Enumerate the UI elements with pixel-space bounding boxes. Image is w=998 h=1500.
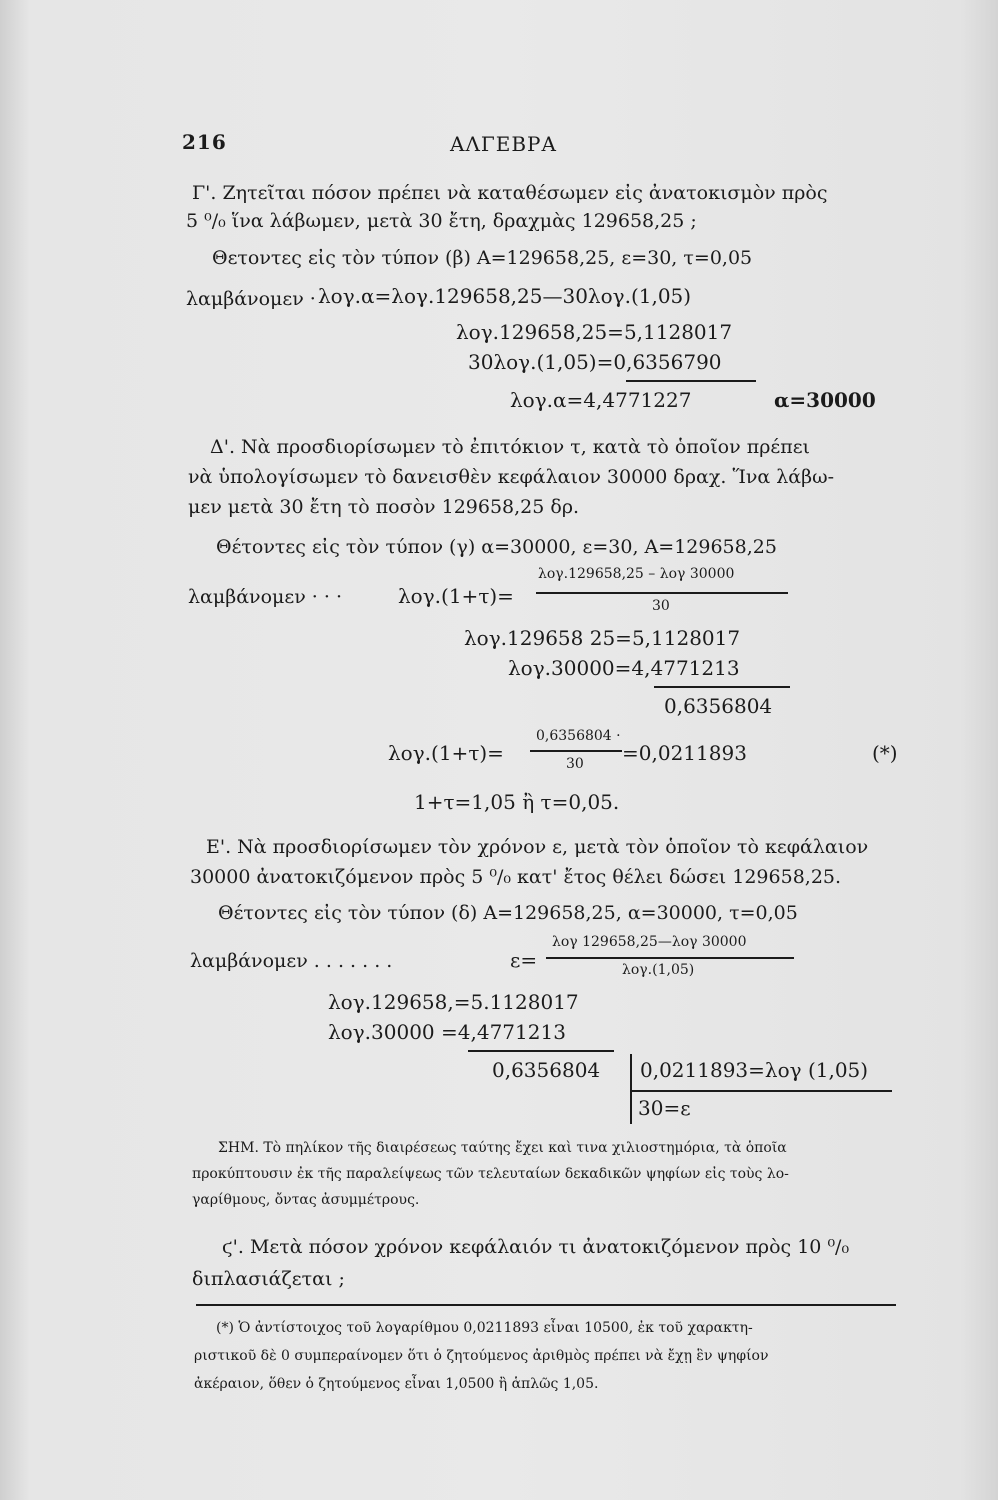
equation-g2: λογ.129658,25=5,1128017 — [456, 320, 733, 344]
label-lambanomen: λαμβάνομεν · — [186, 288, 316, 310]
equation-e2: λογ.129658,=5.1128017 — [328, 990, 579, 1014]
problem-st-line1: ϛ'. Μετὰ πόσον χρόνον κεφάλαιόν τι ἀνατοκιζόμενον πρὸς 10 ⁰/₀ — [222, 1236, 850, 1258]
equation-d5-lhs: λογ.(1+τ)= — [388, 741, 504, 765]
equation-d5-numerator: 0,6356804 · — [536, 728, 621, 744]
equation-g3: 30λογ.(1,05)=0,6356790 — [468, 350, 722, 374]
fraction-bar-3 — [546, 957, 794, 959]
problem-d-setup: Θέτοντες εἰς τὸν τύπον (γ) α=30000, ε=30, Α=129658,25 — [216, 536, 777, 558]
result-g: α=30000 — [774, 388, 876, 412]
fraction-bar-2 — [530, 750, 622, 752]
problem-g-setup: Θετοντες εἰς τὸν τύπον (β) Α=129658,25, ε=30, τ=0,05 — [212, 247, 753, 269]
difference-rule — [654, 686, 790, 688]
result-d: 1+τ=1,05 ἢ τ=0,05. — [414, 790, 620, 814]
remark-line3: γαρίθμους, ὄντας ἀσυμμέτρους. — [192, 1192, 420, 1208]
problem-g-line2: 5 ⁰/₀ ἵνα λάβωμεν, μετὰ 30 ἔτη, δραχμὰς 129658,25 ; — [186, 210, 697, 232]
difference-rule-2 — [468, 1050, 614, 1052]
equation-e1-denominator: λογ.(1,05) — [622, 962, 695, 978]
footnote-separator — [196, 1304, 896, 1306]
equation-d3: λογ.30000=4,4771213 — [508, 656, 740, 680]
equation-g4: λογ.α=4,4771227 — [510, 388, 692, 412]
running-title: ΑΛΓΕΒΡΑ — [450, 132, 557, 156]
division-rule — [630, 1090, 892, 1092]
footnote-line3: ἀκέραιον, ὅθεν ὁ ζητούμενος εἶναι 1,0500 ἢ ἁπλῶς 1,05. — [194, 1376, 599, 1392]
page-number: 216 — [182, 130, 227, 154]
footnote-line2: ριστικοῦ δὲ 0 συμπεραίνομεν ὅτι ὁ ζητούμενος ἀριθμὸς πρέπει νὰ ἔχῃ ἓν ψηφίον — [194, 1348, 769, 1364]
equation-e1-lhs: ε= — [510, 948, 538, 972]
problem-e-line1: Ε'. Νὰ προσδιορίσωμεν τὸν χρόνον ε, μετὰ τὸν ὁποῖον τὸ κεφάλαιον — [206, 836, 869, 858]
equation-d1-numerator: λογ.129658,25 – λογ 30000 — [538, 566, 735, 582]
equation-d5-denominator: 30 — [566, 756, 584, 772]
problem-st-line2: διπλασιάζεται ; — [192, 1268, 345, 1290]
equation-e4: 0,6356804 — [492, 1058, 601, 1082]
label-lambanomen-3: λαμβάνομεν . . . . . . . — [190, 950, 393, 972]
division-quotient: 30=ε — [638, 1096, 691, 1120]
problem-g-line1: Γ'. Ζητεῖται πόσον πρέπει νὰ καταθέσωμεν εἰς ἀνατοκισμὸν πρὸς — [192, 182, 828, 204]
remark-line1: ΣΗΜ. Τὸ πηλίκον τῆς διαιρέσεως ταύτης ἔχει καὶ τινα χιλιοστημόρια, τὰ ὁποῖα — [218, 1140, 787, 1156]
problem-e-setup: Θέτοντες εἰς τὸν τύπον (δ) Α=129658,25, α=30000, τ=0,05 — [218, 902, 798, 924]
equation-d1-lhs: λογ.(1+τ)= — [398, 584, 514, 608]
problem-e-line2: 30000 ἀνατοκιζόμενον πρὸς 5 ⁰/₀ κατ' ἔτος θέλει δώσει 129658,25. — [190, 866, 842, 888]
sum-rule — [626, 380, 756, 382]
equation-e1-numerator: λογ 129658,25—λογ 30000 — [552, 934, 747, 950]
problem-d-line3: μεν μετὰ 30 ἔτη τὸ ποσὸν 129658,25 δρ. — [188, 496, 580, 518]
footnote-line1: (*) Ὁ ἀντίστοιχος τοῦ λογαρίθμου 0,0211893 εἶναι 10500, ἐκ τοῦ χαρακτη- — [216, 1320, 753, 1336]
label-lambanomen-2: λαμβάνομεν · · · — [188, 586, 343, 608]
division-divisor: 0,0211893=λογ (1,05) — [640, 1058, 869, 1082]
equation-d1-denominator: 30 — [652, 598, 670, 614]
remark-line2: προκύπτουσιν ἐκ τῆς παραλείψεως τῶν τελευταίων δεκαδικῶν ψηφίων εἰς τοὺς λο- — [192, 1166, 789, 1182]
problem-d-line1: Δ'. Νὰ προσδιορίσωμεν τὸ ἐπιτόκιον τ, κατὰ τὸ ὁποῖον πρέπει — [210, 436, 810, 458]
footnote-marker: (*) — [872, 741, 898, 765]
equation-d4: 0,6356804 — [664, 694, 773, 718]
equation-d5-rhs: =0,0211893 — [622, 741, 747, 765]
equation-e3: λογ.30000 =4,4771213 — [328, 1020, 566, 1044]
problem-d-line2: νὰ ὑπολογίσωμεν τὸ δανεισθὲν κεφάλαιον 30000 δραχ. Ἵνα λάβω- — [188, 466, 835, 488]
equation-d2: λογ.129658 25=5,1128017 — [464, 626, 741, 650]
division-bracket — [630, 1054, 632, 1124]
equation-g1: λογ.α=λογ.129658,25—30λογ.(1,05) — [318, 284, 692, 308]
fraction-bar — [536, 592, 788, 594]
